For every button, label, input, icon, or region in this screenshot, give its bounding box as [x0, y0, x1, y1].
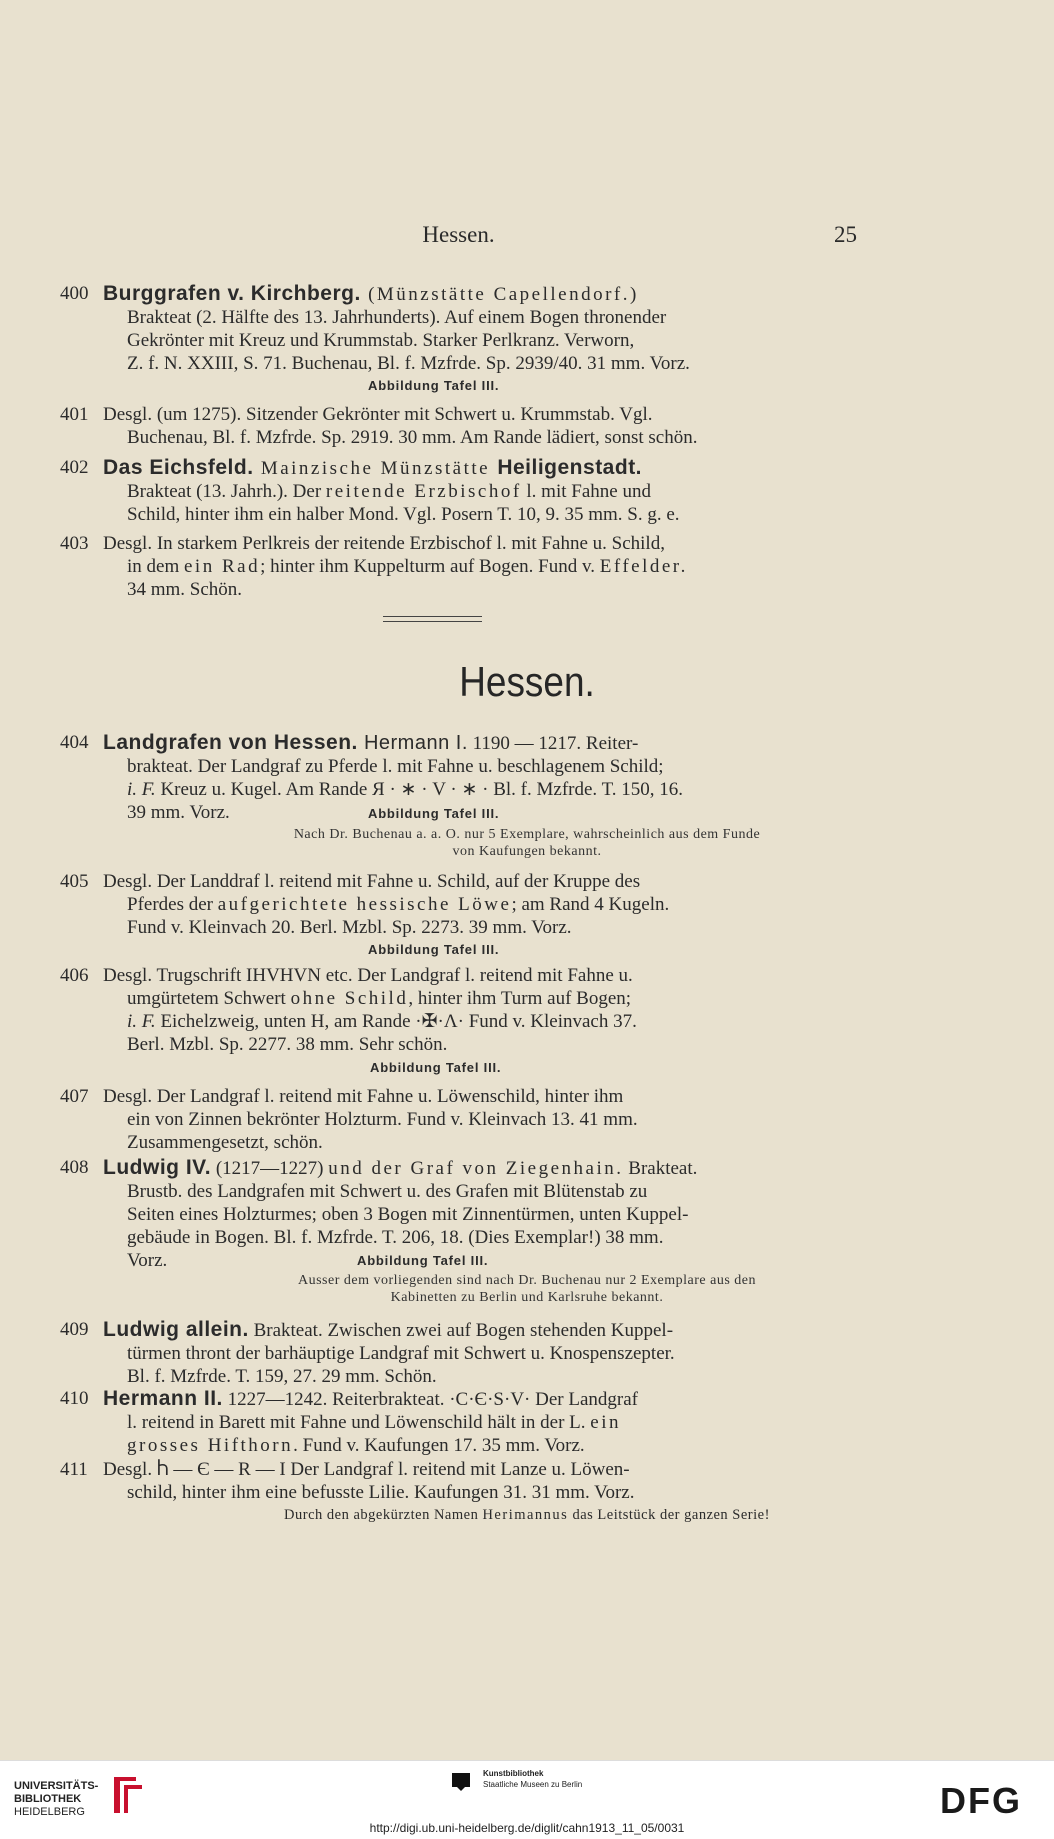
entry-line — [60, 1318, 857, 1342]
footnote: Kabinetten zu Berlin und Karlsruhe bekannt. — [390, 1290, 664, 1305]
entry-number: 409 — [60, 1319, 89, 1340]
text-run: Brakteat. Zwischen zwei auf Bogen stehenden Kuppel- — [248, 1320, 674, 1341]
spaced-text: und der Graf von Ziegenhain. — [328, 1158, 624, 1179]
spaced-text: ein — [590, 1412, 622, 1433]
entry-line — [60, 893, 857, 916]
entry-number: 401 — [60, 404, 89, 425]
entry-title: Hermann II. — [103, 1387, 223, 1410]
catalog-entry-410 — [60, 1387, 857, 1457]
ruler-name: Hermann I. — [357, 732, 468, 754]
catalog-entry-406 — [60, 964, 857, 1056]
entry-line: 39 mm. Vorz. — [127, 802, 230, 823]
entry-number: 406 — [60, 965, 89, 986]
entry-line — [60, 1387, 857, 1411]
entry-line — [60, 778, 857, 801]
spaced-text: ein Rad — [184, 556, 261, 577]
entry-line: Desgl. Ⴙ — Є — R — I Der Landgraf l. reitend mit Lanze u. Löwen- — [103, 1459, 630, 1480]
catalog-entry-400 — [60, 282, 857, 375]
entry-line — [60, 1010, 857, 1033]
entry-number: 408 — [60, 1157, 89, 1178]
entry-mint: (Münzstätte Capellendorf.) — [360, 284, 639, 305]
catalog-entry-405 — [60, 870, 857, 939]
entry-line: Fund v. Kleinvach 20. Berl. Mzbl. Sp. 2273. 39 mm. Vorz. — [127, 917, 572, 938]
entry-line: Brakteat (2. Hälfte des 13. Jahrhunderts). Auf einem Bogen thronender — [127, 307, 667, 328]
entry-line: schild, hinter ihm eine befusste Lilie. Kaufungen 31. 31 mm. Vorz. — [127, 1482, 635, 1503]
permalink-url[interactable]: http://digi.ub.uni-heidelberg.de/diglit/cahn1913_11_05/0031 — [369, 1821, 685, 1835]
italic-text: i. F. — [127, 1011, 156, 1032]
text-run: Eichelzweig, unten H, am Rande ·✠·Ʌ· Fund v. Kleinvach 37. — [155, 1011, 637, 1032]
entry-title: Das Eichsfeld. — [103, 456, 254, 479]
plate-reference: Abbildung Tafel III. — [368, 806, 500, 821]
entry-line: Seiten eines Holzturmes; oben 3 Bogen mit Zinnentürmen, unten Kuppel- — [127, 1204, 689, 1225]
entry-number: 407 — [60, 1086, 89, 1107]
entry-number: 403 — [60, 533, 89, 554]
catalog-entry-409 — [60, 1318, 857, 1388]
text-run: l. reitend in Barett mit Fahne und Löwenschild hält in der L. — [127, 1412, 591, 1433]
entry-line: Bl. f. Mzfrde. T. 159, 27. 29 mm. Schön. — [127, 1366, 437, 1387]
dfg-logo: DFG — [940, 1780, 1022, 1821]
text-run: das Leitstück der ganzen Serie! — [568, 1507, 770, 1523]
catalog-entry-407 — [60, 1085, 857, 1154]
spaced-text: aufgerichtete hessische Löwe — [217, 894, 512, 915]
spaced-text: Effelder. — [599, 556, 688, 577]
spaced-text: Herimannus — [482, 1507, 569, 1523]
kunstbibliothek-label — [483, 1768, 582, 1790]
entry-line: Gekrönter mit Kreuz und Krummstab. Starker Perlkranz. Verworn, — [127, 330, 635, 351]
footnote: von Kaufungen bekannt. — [452, 844, 602, 859]
kb-line: Kunstbibliothek — [483, 1769, 544, 1778]
entry-line: Schild, hinter ihm ein halber Mond. Vgl. Posern T. 10, 9. 35 mm. S. g. e. — [127, 504, 680, 525]
plate-reference: Abbildung Tafel III. — [368, 378, 500, 393]
entry-line: Z. f. N. XXIII, S. 71. Buchenau, Bl. f. Mzfrde. Sp. 2939/40. 31 mm. Vorz. — [127, 353, 690, 374]
entry-line — [60, 480, 857, 503]
ub-line: UNIVERSITÄTS- — [14, 1780, 99, 1792]
entry-line — [60, 987, 857, 1010]
text-run: Brakteat (13. Jahrh.). Der — [127, 481, 326, 502]
entry-mint-place: Heiligenstadt. — [497, 456, 643, 479]
entry-line: Buchenau, Bl. f. Mzfrde. Sp. 2919. 30 mm. Am Rande lädiert, sonst schön. — [127, 427, 698, 448]
catalog-entry-411 — [60, 1458, 857, 1504]
text-run: umgürtetem Schwert — [127, 988, 291, 1009]
entry-line: 34 mm. Schön. — [127, 579, 243, 600]
entry-number: 411 — [60, 1459, 88, 1480]
kb-line: Staatliche Museen zu Berlin — [483, 1780, 583, 1789]
kunstbibliothek-logo-icon — [450, 1770, 472, 1792]
entry-line: Desgl. Der Landdraf l. reitend mit Fahne u. Schild, auf der Kruppe des — [103, 871, 641, 892]
entry-line: Berl. Mzbl. Sp. 2277. 38 mm. Sehr schön. — [127, 1034, 448, 1055]
text-run: ; am Rand 4 Kugeln. — [511, 894, 670, 915]
entry-number: 404 — [60, 732, 89, 753]
ub-line: HEIDELBERG — [14, 1806, 85, 1818]
text-run: Durch den abgekürzten Namen — [284, 1507, 483, 1523]
plate-reference: Abbildung Tafel III. — [357, 1253, 489, 1268]
entry-line: ein von Zinnen bekrönter Holzturm. Fund v. Kleinvach 13. 41 mm. — [127, 1109, 638, 1130]
spaced-text: reitende Erzbischof — [325, 481, 522, 502]
entry-number: 402 — [60, 457, 89, 478]
entry-title: Ludwig allein. — [103, 1318, 249, 1341]
text-run: ; hinter ihm Kuppelturm auf Bogen. Fund v. — [260, 556, 600, 577]
entry-line — [60, 1411, 857, 1434]
page-number: 25 — [834, 222, 857, 247]
spaced-text: ohne Schild — [290, 988, 409, 1009]
text-run: (1217—1227) — [211, 1158, 329, 1179]
entry-title: Burggrafen v. Kirchberg. — [103, 282, 361, 305]
text-run: , hinter ihm Turm auf Bogen; — [408, 988, 632, 1009]
catalog-entry-401 — [60, 403, 857, 449]
footnote — [0, 1507, 1054, 1524]
entry-line — [60, 282, 857, 306]
entry-line — [60, 1434, 857, 1457]
ub-heidelberg-logo-icon — [106, 1773, 146, 1817]
entry-number: 405 — [60, 871, 89, 892]
text-run: Kreuz u. Kugel. Am Rande Я · ∗ · V · ∗ · Bl. f. Mzfrde. T. 150, 16. — [155, 779, 684, 800]
entry-title: Landgrafen von Hessen. — [103, 731, 358, 754]
entry-number: 400 — [60, 283, 89, 304]
running-header — [60, 222, 857, 252]
entry-line: Zusammengesetzt, schön. — [127, 1132, 323, 1153]
entry-line: Desgl. Der Landgraf l. reitend mit Fahne u. Löwenschild, hinter ihm — [103, 1086, 624, 1107]
entry-line — [60, 555, 857, 578]
entry-line: gebäude in Bogen. Bl. f. Mzfrde. T. 206, 18. (Dies Exemplar!) 38 mm. — [127, 1227, 664, 1248]
entry-line: Brustb. des Landgrafen mit Schwert u. des Grafen mit Blütenstab zu — [127, 1181, 648, 1202]
text-run: l. mit Fahne und — [521, 481, 651, 502]
catalog-entry-402 — [60, 456, 857, 526]
footnote: Nach Dr. Buchenau a. a. O. nur 5 Exemplare, wahrscheinlich aus dem Funde — [293, 827, 761, 842]
entry-line — [60, 456, 857, 480]
plate-reference: Abbildung Tafel III. — [368, 942, 500, 957]
footnote: Ausser dem vorliegenden sind nach Dr. Buchenau nur 2 Exemplare aus den — [298, 1273, 756, 1288]
entry-line — [60, 1156, 857, 1180]
entry-mint: Mainzische Münzstätte — [253, 458, 498, 479]
text-run: in dem — [127, 556, 184, 577]
catalog-entry-403 — [60, 532, 857, 601]
entry-line — [60, 731, 857, 755]
text-run: 1227—1242. Reiterbrakteat. ·C·Є·S·V· Der Landgraf — [222, 1389, 638, 1410]
section-divider — [383, 621, 482, 622]
running-title: Hessen. — [422, 222, 495, 247]
entry-line: Desgl. Trugschrift IHVHVN etc. Der Landgraf l. reitend mit Fahne u. — [103, 965, 633, 986]
italic-text: i. F. — [127, 779, 156, 800]
ub-line: BIBLIOTHEK — [14, 1793, 82, 1805]
entry-line: Vorz. — [127, 1250, 168, 1271]
entry-number: 410 — [60, 1388, 89, 1409]
text-run: 1190 — 1217. Reiter- — [467, 733, 639, 754]
entry-line: brakteat. Der Landgraf zu Pferde l. mit Fahne u. beschlagenem Schild; — [127, 756, 664, 777]
section-heading: Hessen. — [459, 658, 595, 705]
entry-line: Desgl. (um 1275). Sitzender Gekrönter mit Schwert u. Krummstab. Vgl. — [103, 404, 653, 425]
entry-line: Desgl. In starkem Perlkreis der reitende Erzbischof l. mit Fahne u. Schild, — [103, 533, 665, 554]
text-run: . Fund v. Kaufungen 17. 35 mm. Vorz. — [293, 1435, 585, 1456]
text-run: Brakteat. — [623, 1158, 698, 1179]
entry-line: türmen thront der barhäuptige Landgraf mit Schwert u. Knospenszepter. — [127, 1343, 675, 1364]
entry-title: Ludwig IV. — [103, 1156, 212, 1179]
spaced-text: grosses Hifthorn — [127, 1435, 294, 1456]
ub-heidelberg-label — [14, 1780, 98, 1819]
section-divider — [383, 616, 482, 617]
text-run: Pferdes der — [127, 894, 218, 915]
plate-reference: Abbildung Tafel III. — [370, 1060, 502, 1075]
